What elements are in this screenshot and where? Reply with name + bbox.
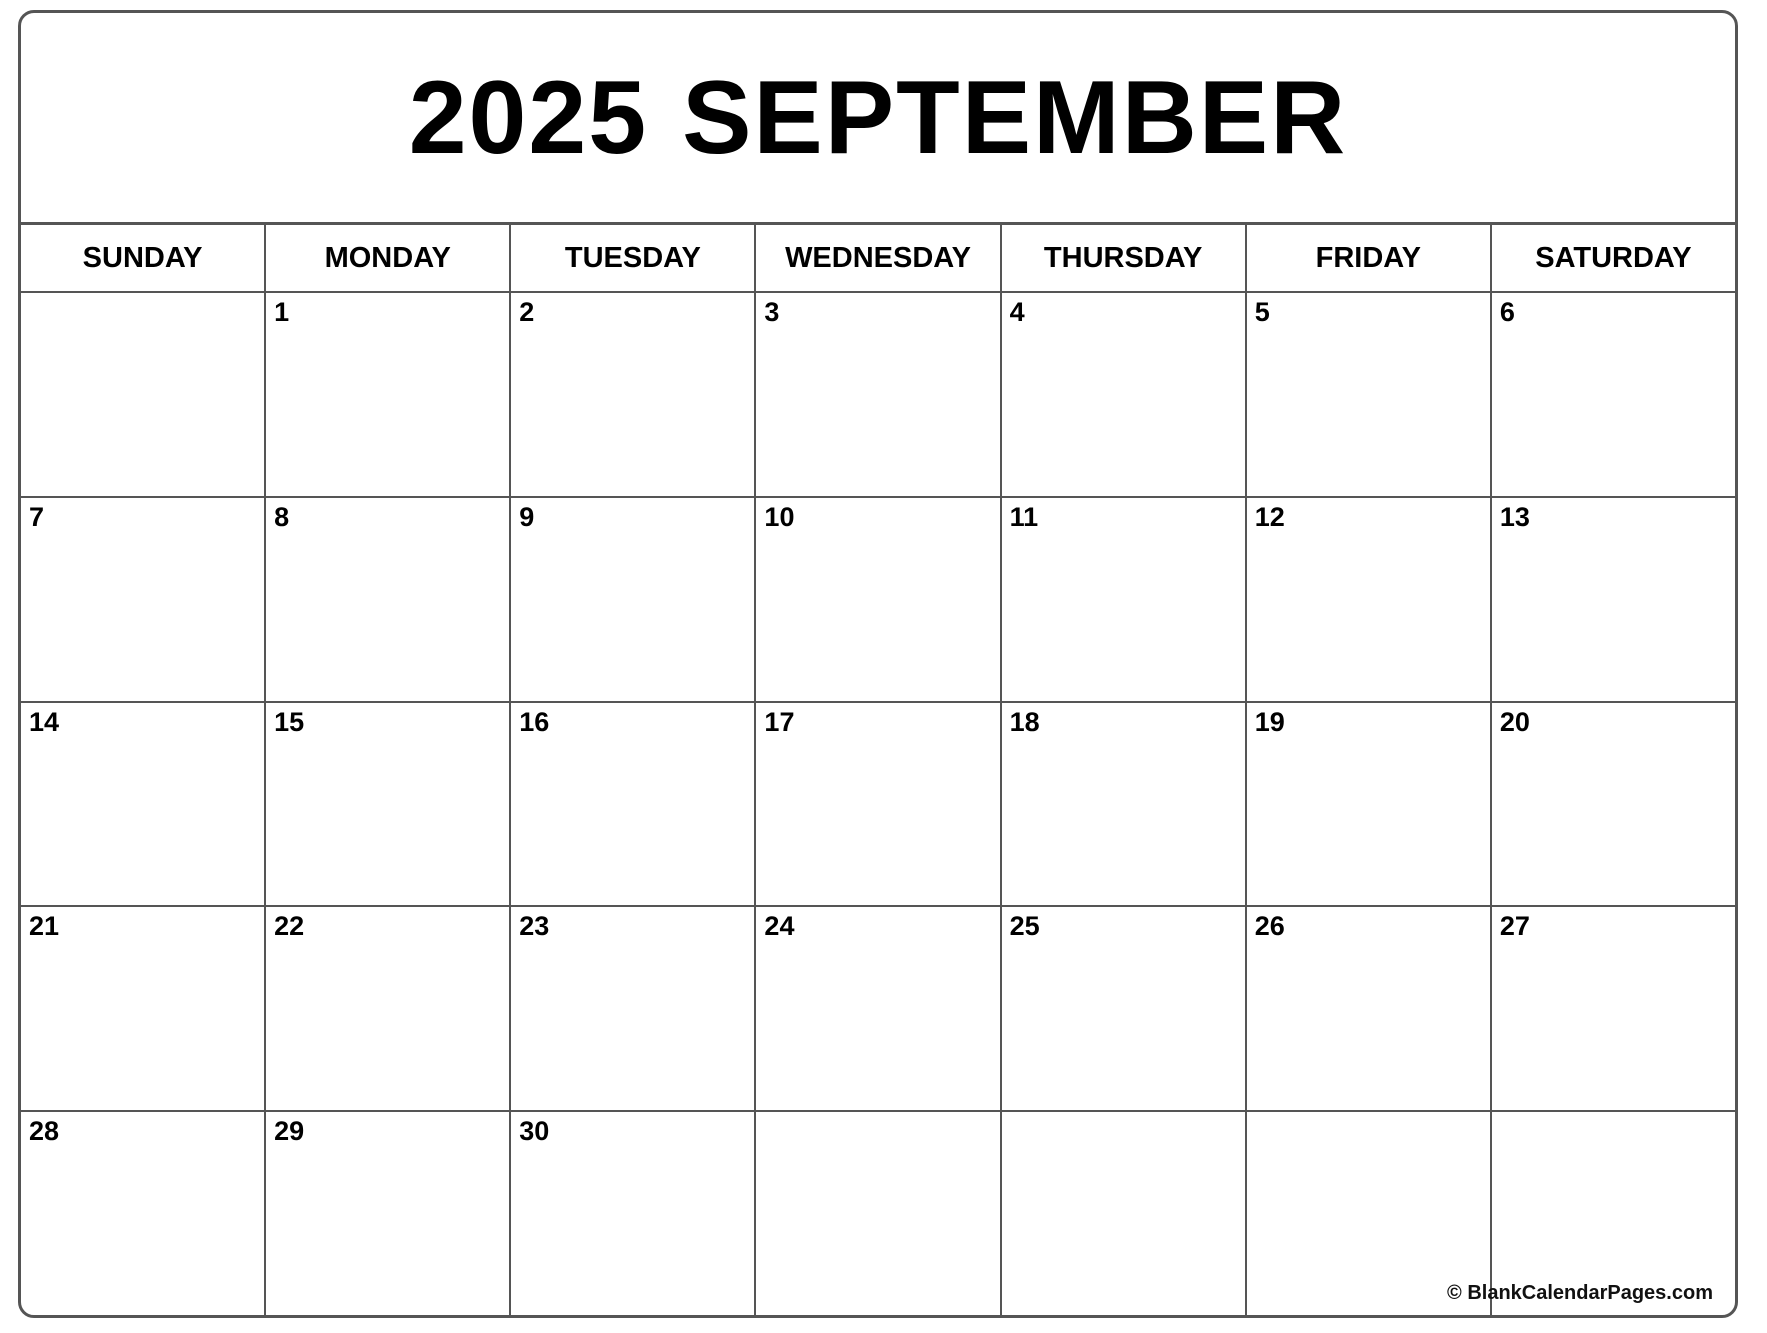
day-number: 27 xyxy=(1499,911,1530,942)
day-number: 15 xyxy=(274,706,305,737)
day-number: 12 xyxy=(1254,501,1285,532)
day-cell[interactable] xyxy=(1002,498,1247,701)
calendar xyxy=(18,10,1738,1318)
day-cell[interactable] xyxy=(756,1112,1001,1315)
weekday-tuesday: TUESDAY xyxy=(511,225,756,291)
week-row xyxy=(21,293,1735,498)
day-number: 28 xyxy=(29,1116,60,1147)
day-cell[interactable] xyxy=(266,703,511,906)
day-cell[interactable] xyxy=(266,907,511,1110)
day-number: 4 xyxy=(1009,297,1025,327)
day-cell[interactable] xyxy=(511,907,756,1110)
day-cell[interactable] xyxy=(1447,1112,1735,1315)
day-cell[interactable] xyxy=(21,907,266,1110)
day-cell[interactable] xyxy=(1002,907,1247,1110)
day-number: 6 xyxy=(1499,297,1515,327)
day-cell[interactable] xyxy=(756,293,1001,496)
day-number: 18 xyxy=(1009,706,1040,737)
day-cell[interactable] xyxy=(1492,703,1735,906)
day-cell[interactable] xyxy=(511,293,756,496)
day-number: 25 xyxy=(1009,911,1040,942)
day-number: 23 xyxy=(519,911,550,942)
day-number: 16 xyxy=(519,706,550,737)
day-cell[interactable] xyxy=(756,498,1001,701)
day-number: 7 xyxy=(29,501,45,532)
calendar-grid xyxy=(21,293,1735,1315)
week-row xyxy=(21,907,1735,1112)
day-number: 17 xyxy=(764,706,795,737)
day-number: 19 xyxy=(1254,706,1285,737)
weekday-sunday: SUNDAY xyxy=(21,225,266,291)
day-number: 21 xyxy=(29,911,60,942)
day-cell[interactable] xyxy=(21,293,266,496)
day-cell[interactable] xyxy=(266,293,511,496)
day-cell[interactable] xyxy=(756,907,1001,1110)
day-cell[interactable] xyxy=(511,703,756,906)
day-number: 3 xyxy=(764,297,780,327)
day-cell[interactable] xyxy=(21,498,266,701)
day-cell[interactable] xyxy=(1492,907,1735,1110)
day-number: 11 xyxy=(1009,501,1039,532)
week-row xyxy=(21,1112,1735,1315)
site-credit: © BlankCalendarPages.com xyxy=(1447,1281,1713,1304)
weekday-wednesday: WEDNESDAY xyxy=(756,225,1001,291)
day-cell[interactable] xyxy=(21,1112,266,1315)
weekday-monday: MONDAY xyxy=(266,225,511,291)
weekday-saturday: SATURDAY xyxy=(1535,241,1692,274)
day-number: 8 xyxy=(274,501,290,532)
week-row xyxy=(21,703,1735,908)
day-cell[interactable] xyxy=(511,1112,756,1315)
day-cell[interactable] xyxy=(1002,293,1247,496)
day-number: 30 xyxy=(519,1116,550,1147)
day-cell[interactable] xyxy=(756,703,1001,906)
day-number: 26 xyxy=(1254,911,1285,942)
day-number: 13 xyxy=(1499,501,1530,532)
day-cell[interactable] xyxy=(511,498,756,701)
calendar-year: 2025 xyxy=(408,59,649,176)
day-cell[interactable] xyxy=(21,703,266,906)
day-cell[interactable] xyxy=(1247,703,1492,906)
day-number: 5 xyxy=(1254,297,1270,327)
weekday-header-row xyxy=(21,225,1735,293)
day-cell[interactable] xyxy=(1002,1112,1247,1315)
day-cell[interactable] xyxy=(1492,498,1735,701)
day-number: 9 xyxy=(519,501,535,532)
calendar-month: SEPTEMBER xyxy=(682,59,1348,176)
day-cell[interactable] xyxy=(266,498,511,701)
week-row xyxy=(21,498,1735,703)
day-number: 2 xyxy=(519,297,535,327)
day-cell[interactable] xyxy=(1247,498,1492,701)
day-number: 22 xyxy=(274,911,305,942)
weekday-friday: FRIDAY xyxy=(1247,225,1492,291)
calendar-title-bar xyxy=(21,13,1735,225)
day-number: 14 xyxy=(29,706,60,737)
day-number: 10 xyxy=(764,501,795,532)
day-number: 1 xyxy=(274,297,290,327)
day-cell[interactable] xyxy=(1247,293,1492,496)
weekday-thursday: THURSDAY xyxy=(1002,225,1247,291)
page-title xyxy=(408,59,1348,176)
day-cell[interactable] xyxy=(266,1112,511,1315)
day-cell[interactable] xyxy=(1247,907,1492,1110)
day-number: 29 xyxy=(274,1116,305,1147)
day-cell[interactable] xyxy=(1492,293,1735,496)
day-number: 20 xyxy=(1499,706,1530,737)
day-number: 24 xyxy=(764,911,795,942)
day-cell[interactable] xyxy=(1002,703,1247,906)
